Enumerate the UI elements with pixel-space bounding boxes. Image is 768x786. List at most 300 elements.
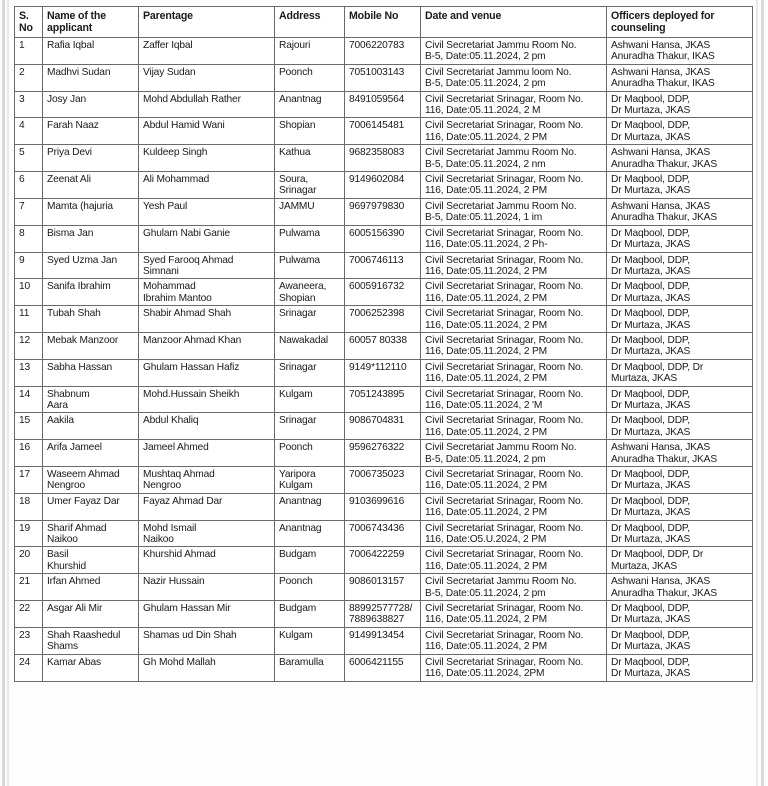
cell-parentage xyxy=(139,332,275,359)
cell-sno xyxy=(15,574,43,601)
column-header-parentage xyxy=(139,7,275,38)
cell-venue-line: 116, Date:05.11.2024, 2 PM xyxy=(425,265,548,277)
cell-parentage-line: Simnani xyxy=(143,265,179,277)
cell-venue-line: Civil Secretariat Jammu Room No. xyxy=(425,200,577,212)
cell-mobile xyxy=(345,279,421,306)
table-row xyxy=(15,64,753,91)
cell-mobile-line: 7006422259 xyxy=(349,549,405,561)
cell-venue xyxy=(421,574,607,601)
cell-parentage-line: Ghulam Hassan Hafiz xyxy=(143,361,240,373)
cell-address xyxy=(275,279,345,306)
cell-sno xyxy=(15,64,43,91)
cell-parentage-line: Nengroo xyxy=(143,480,182,492)
cell-officers xyxy=(607,547,753,574)
cell-address-line: Baramulla xyxy=(279,656,324,668)
cell-officers-line: Dr Maqbool, DDP, xyxy=(611,93,690,105)
cell-name xyxy=(43,332,139,359)
cell-name-line: Waseem Ahmad xyxy=(47,469,120,480)
cell-mobile-line: 7006220783 xyxy=(349,40,405,51)
cell-name xyxy=(43,198,139,225)
cell-address xyxy=(275,627,345,654)
cell-officers-line: Dr Maqbool, DDP, xyxy=(611,120,690,132)
cell-parentage xyxy=(139,574,275,601)
cell-sno xyxy=(15,386,43,413)
cell-venue-line: Civil Secretariat Srinagar, Room No. xyxy=(425,522,584,534)
cell-parentage xyxy=(139,172,275,199)
cell-venue-line: Civil Secretariat Srinagar, Room No. xyxy=(425,254,584,266)
cell-mobile-line: 6005156390 xyxy=(349,227,405,239)
scan-edge-left xyxy=(2,0,5,786)
cell-venue xyxy=(421,601,607,628)
cell-mobile-line: 6005916732 xyxy=(349,281,405,293)
cell-parentage-line: Gh Mohd Mallah xyxy=(143,656,216,668)
cell-venue xyxy=(421,279,607,306)
cell-name-line: Khurshid xyxy=(47,560,87,572)
cell-venue-line: Civil Secretariat Srinagar, Room No. xyxy=(425,308,584,320)
cell-name-line: Shams xyxy=(47,641,78,653)
cell-address-line: Rajouri xyxy=(279,40,311,51)
cell-officers-line: Dr Maqbool, DDP, xyxy=(611,308,690,320)
cell-venue-line: 116, Date:05.11.2024, 2 Ph- xyxy=(425,239,548,251)
cell-officers-line: Dr Maqbool, DDP, xyxy=(611,254,690,266)
cell-sno xyxy=(15,520,43,547)
cell-address-line: Shopian xyxy=(279,120,316,132)
cell-parentage xyxy=(139,627,275,654)
cell-venue xyxy=(421,198,607,225)
cell-officers-line: Anuradha Thakur, JKAS xyxy=(611,158,717,170)
cell-parentage-line: Syed Farooq Ahmad xyxy=(143,254,234,266)
cell-sno xyxy=(15,440,43,467)
cell-sno xyxy=(15,627,43,654)
cell-venue-line: 116, Date:05.11.2024, 2 PM xyxy=(425,480,548,492)
cell-venue xyxy=(421,440,607,467)
table-header-row xyxy=(15,7,753,38)
cell-sno-line: 24 xyxy=(19,656,31,668)
scan-edge-right-inner xyxy=(756,0,758,786)
cell-address-line: Kulgam xyxy=(279,480,313,492)
cell-mobile-line: 60057 80338 xyxy=(349,334,407,346)
cell-name-line: Aara xyxy=(47,399,68,411)
cell-venue-line: 116, Date:05.11.2024, 2 PM xyxy=(425,346,548,358)
cell-name xyxy=(43,64,139,91)
cell-address xyxy=(275,252,345,279)
cell-parentage-line: Shamas ud Din Shah xyxy=(143,629,237,641)
cell-name-line: Madhvi Sudan xyxy=(47,66,111,78)
cell-venue-line: Civil Secretariat Jammu Room No. xyxy=(425,147,577,159)
cell-sno-line: 17 xyxy=(19,469,31,480)
cell-name-line: Sharif Ahmad xyxy=(47,522,107,534)
column-header-sno xyxy=(15,7,43,38)
column-header-officers xyxy=(607,7,753,38)
cell-officers-line: Ashwani Hansa, JKAS xyxy=(611,147,711,159)
cell-officers xyxy=(607,520,753,547)
cell-mobile xyxy=(345,386,421,413)
table-row xyxy=(15,574,753,601)
cell-name xyxy=(43,118,139,145)
cell-name xyxy=(43,306,139,333)
table-row xyxy=(15,145,753,172)
cell-venue-line: Civil Secretariat Srinagar, Room No. xyxy=(425,174,584,186)
cell-sno xyxy=(15,145,43,172)
cell-venue-line: Civil Secretariat Jammu Room No. xyxy=(425,576,577,588)
cell-venue-line: Civil Secretariat Srinagar, Room No. xyxy=(425,93,584,105)
cell-officers xyxy=(607,172,753,199)
cell-venue xyxy=(421,172,607,199)
cell-venue-line: 116, Date:05.11.2024, 2 PM xyxy=(425,319,548,331)
header-line: Parentage xyxy=(143,10,193,22)
cell-officers xyxy=(607,38,753,65)
cell-name-line: Shabnum xyxy=(47,388,90,400)
table-body xyxy=(15,38,753,682)
cell-venue xyxy=(421,145,607,172)
cell-venue xyxy=(421,654,607,681)
cell-officers xyxy=(607,574,753,601)
cell-parentage xyxy=(139,547,275,574)
cell-address-line: Srinagar xyxy=(279,185,317,197)
cell-venue-line: Civil Secretariat Srinagar, Room No. xyxy=(425,495,584,507)
cell-officers-line: Dr Murtaza, JKAS xyxy=(611,105,691,117)
cell-venue-line: Civil Secretariat Srinagar, Room No. xyxy=(425,629,584,641)
table-row xyxy=(15,440,753,467)
cell-name xyxy=(43,172,139,199)
cell-name xyxy=(43,359,139,386)
cell-venue-line: B-5, Date:05.11.2024, 2 pm xyxy=(425,78,546,90)
cell-name xyxy=(43,547,139,574)
cell-officers-line: Dr Maqbool, DDP, xyxy=(611,415,690,427)
cell-sno-line: 10 xyxy=(19,281,31,293)
cell-venue-line: Civil Secretariat Jammu Room No. xyxy=(425,442,577,454)
cell-sno xyxy=(15,493,43,520)
cell-officers-line: Ashwani Hansa, JKAS xyxy=(611,576,711,588)
cell-officers xyxy=(607,386,753,413)
cell-address-line: Anantnag xyxy=(279,522,322,534)
cell-address-line: Anantnag xyxy=(279,93,322,105)
cell-parentage-line: Vijay Sudan xyxy=(143,66,196,78)
cell-mobile-line: 7889638827 xyxy=(349,614,405,626)
cell-mobile-line: 9697979830 xyxy=(349,200,405,212)
cell-parentage xyxy=(139,279,275,306)
cell-sno-line: 12 xyxy=(19,334,31,346)
cell-mobile xyxy=(345,252,421,279)
table-row xyxy=(15,467,753,494)
cell-mobile-line: 7006743436 xyxy=(349,522,405,534)
cell-officers-line: Dr Maqbool, DDP, Dr xyxy=(611,361,704,373)
cell-parentage xyxy=(139,467,275,494)
cell-name-line: Rafia Iqbal xyxy=(47,40,95,51)
cell-address xyxy=(275,145,345,172)
cell-venue-line: Civil Secretariat Srinagar, Room No. xyxy=(425,415,584,427)
scan-edge-right xyxy=(761,0,764,786)
cell-parentage-line: Zaffer Iqbal xyxy=(143,40,193,51)
cell-address-line: Pulwama xyxy=(279,254,320,266)
cell-address-line: Budgam xyxy=(279,603,317,615)
cell-venue-line: Civil Secretariat Srinagar, Room No. xyxy=(425,549,584,561)
table-row xyxy=(15,332,753,359)
cell-address-line: Poonch xyxy=(279,442,313,454)
cell-address xyxy=(275,225,345,252)
cell-address-line: Yaripora xyxy=(279,469,316,480)
cell-venue-line: Civil Secretariat Jammu Room No. xyxy=(425,40,577,51)
cell-mobile-line: 7006252398 xyxy=(349,308,405,320)
cell-parentage xyxy=(139,198,275,225)
cell-officers-line: Ashwani Hansa, JKAS xyxy=(611,442,711,454)
column-header-mobile xyxy=(345,7,421,38)
cell-address xyxy=(275,413,345,440)
cell-sno-line: 16 xyxy=(19,442,31,454)
cell-officers xyxy=(607,467,753,494)
cell-officers xyxy=(607,252,753,279)
cell-name-line: Farah Naaz xyxy=(47,120,99,132)
cell-name xyxy=(43,279,139,306)
cell-officers-line: Dr Murtaza, JKAS xyxy=(611,131,691,143)
cell-officers-line: Anuradha Thakur, IKAS xyxy=(611,51,715,63)
cell-sno xyxy=(15,547,43,574)
cell-name-line: Umer Fayaz Dar xyxy=(47,495,120,507)
cell-name-line: Aakila xyxy=(47,415,74,427)
cell-mobile xyxy=(345,359,421,386)
cell-venue xyxy=(421,118,607,145)
cell-sno xyxy=(15,279,43,306)
cell-venue-line: 116, Date:05.11.2024, 2 PM xyxy=(425,373,548,385)
cell-officers-line: Dr Maqbool, DDP, Dr xyxy=(611,549,704,561)
cell-mobile xyxy=(345,627,421,654)
cell-venue-line: B-5, Date:05.11.2024, 1 im xyxy=(425,212,543,224)
cell-parentage xyxy=(139,359,275,386)
cell-address-line: Anantnag xyxy=(279,495,322,507)
cell-sno-line: 13 xyxy=(19,361,31,373)
cell-mobile-line: 9596276322 xyxy=(349,442,405,454)
cell-officers-line: Dr Murtaza, JKAS xyxy=(611,426,691,438)
table-row xyxy=(15,627,753,654)
cell-address xyxy=(275,440,345,467)
cell-sno xyxy=(15,654,43,681)
cell-mobile-line: 6006421155 xyxy=(349,656,404,668)
cell-parentage xyxy=(139,306,275,333)
cell-parentage xyxy=(139,654,275,681)
cell-address xyxy=(275,118,345,145)
cell-name-line: Basil xyxy=(47,549,69,561)
cell-officers-line: Anuradha Thakur, IKAS xyxy=(611,78,715,90)
cell-mobile-line: 9682358083 xyxy=(349,147,405,159)
cell-address-line: Kulgam xyxy=(279,629,313,641)
cell-parentage xyxy=(139,440,275,467)
cell-venue-line: Civil Secretariat Srinagar, Room No. xyxy=(425,361,584,373)
cell-venue xyxy=(421,225,607,252)
cell-sno xyxy=(15,198,43,225)
header-line: Date and venue xyxy=(425,10,502,22)
cell-name xyxy=(43,91,139,118)
table-row xyxy=(15,654,753,681)
cell-address xyxy=(275,332,345,359)
cell-name-line: Nengroo xyxy=(47,480,86,492)
cell-name xyxy=(43,654,139,681)
scan-edge-left-inner xyxy=(7,0,9,786)
cell-officers-line: Dr Murtaza, JKAS xyxy=(611,292,691,304)
cell-sno-line: 2 xyxy=(19,66,25,78)
table-header xyxy=(15,7,753,38)
cell-mobile-line: 7006735023 xyxy=(349,469,405,480)
cell-mobile xyxy=(345,493,421,520)
cell-sno xyxy=(15,413,43,440)
cell-officers xyxy=(607,601,753,628)
cell-venue xyxy=(421,627,607,654)
cell-mobile-line: 9086013157 xyxy=(349,576,405,588)
cell-venue-line: B-5, Date:05.11.2024, 2 pm xyxy=(425,587,546,599)
cell-venue xyxy=(421,413,607,440)
column-header-venue xyxy=(421,7,607,38)
cell-venue-line: B-5, Date:05.11.2024, 2 nm xyxy=(425,158,546,170)
cell-officers-line: Murtaza, JKAS xyxy=(611,560,677,572)
cell-venue-line: B-5, Date:05.11.2024, 2 pm xyxy=(425,51,546,63)
cell-officers-line: Dr Murtaza, JKAS xyxy=(611,185,691,197)
cell-officers xyxy=(607,306,753,333)
cell-officers-line: Anuradha Thakur, JKAS xyxy=(611,587,717,599)
roster-table-container xyxy=(14,6,752,682)
cell-mobile-line: 9149602084 xyxy=(349,174,405,186)
cell-address xyxy=(275,467,345,494)
cell-officers-line: Dr Murtaza, JKAS xyxy=(611,507,691,519)
cell-venue-line: 116, Date:05.11.2024, 2 PM xyxy=(425,614,548,626)
header-line: Address xyxy=(279,10,321,22)
cell-sno-line: 11 xyxy=(19,308,30,320)
cell-parentage-line: Nazir Hussain xyxy=(143,576,205,588)
cell-parentage xyxy=(139,38,275,65)
cell-venue-line: B-5, Date:05.11.2024, 2 pm xyxy=(425,453,546,465)
cell-venue xyxy=(421,306,607,333)
cell-officers-line: Dr Maqbool, DDP, xyxy=(611,629,690,641)
counseling-roster-table xyxy=(14,6,753,682)
cell-venue xyxy=(421,252,607,279)
cell-sno xyxy=(15,225,43,252)
cell-name xyxy=(43,386,139,413)
cell-sno-line: 19 xyxy=(19,522,31,534)
cell-mobile xyxy=(345,440,421,467)
header-line: counseling xyxy=(611,22,666,34)
cell-venue xyxy=(421,520,607,547)
cell-venue-line: Civil Secretariat Srinagar, Room No. xyxy=(425,469,584,480)
cell-mobile-line: 88992577728/ xyxy=(349,603,413,615)
cell-officers-line: Dr Maqbool, DDP, xyxy=(611,656,690,668)
cell-venue-line: 116, Date:05.11.2024, 2 PM xyxy=(425,560,548,572)
cell-officers-line: Dr Maqbool, DDP, xyxy=(611,174,690,186)
cell-venue-line: Civil Secretariat Srinagar, Room No. xyxy=(425,388,584,400)
cell-officers xyxy=(607,654,753,681)
cell-name-line: Bisma Jan xyxy=(47,227,94,239)
cell-sno xyxy=(15,91,43,118)
cell-venue-line: 116, Date:05.11.2024, 2 PM xyxy=(425,507,548,519)
cell-address-line: Poonch xyxy=(279,66,313,78)
cell-name-line: Tubah Shah xyxy=(47,308,101,320)
cell-sno xyxy=(15,306,43,333)
cell-sno-line: 4 xyxy=(19,120,25,132)
cell-officers xyxy=(607,225,753,252)
table-row xyxy=(15,172,753,199)
cell-venue xyxy=(421,359,607,386)
cell-parentage-line: Fayaz Ahmad Dar xyxy=(143,495,223,507)
cell-address xyxy=(275,574,345,601)
cell-parentage-line: Jameel Ahmed xyxy=(143,442,209,454)
cell-parentage-line: Yesh Paul xyxy=(143,200,188,212)
cell-venue-line: Civil Secretariat Srinagar, Room No. xyxy=(425,281,584,293)
table-row xyxy=(15,225,753,252)
column-header-address xyxy=(275,7,345,38)
header-line: applicant xyxy=(47,22,93,34)
cell-parentage-line: Manzoor Ahmad Khan xyxy=(143,334,242,346)
cell-name xyxy=(43,145,139,172)
header-line: Name of the xyxy=(47,10,106,22)
cell-address-line: Nawakadal xyxy=(279,334,329,346)
cell-name xyxy=(43,520,139,547)
cell-parentage xyxy=(139,520,275,547)
header-line: S. xyxy=(19,10,29,22)
cell-parentage xyxy=(139,64,275,91)
cell-mobile xyxy=(345,38,421,65)
cell-officers xyxy=(607,413,753,440)
cell-parentage-line: Mohammad xyxy=(143,281,196,293)
cell-mobile xyxy=(345,547,421,574)
cell-parentage xyxy=(139,145,275,172)
cell-venue-line: Civil Secretariat Srinagar, Room No. xyxy=(425,334,584,346)
cell-mobile xyxy=(345,601,421,628)
cell-officers-line: Ashwani Hansa, JKAS xyxy=(611,66,711,78)
cell-venue-line: 116, Date:05.11.2024, 2 PM xyxy=(425,131,548,143)
cell-venue-line: Civil Secretariat Srinagar, Room No. xyxy=(425,656,584,668)
cell-parentage-line: Abdul Hamid Wani xyxy=(143,120,225,132)
cell-sno xyxy=(15,172,43,199)
cell-address-line: Awaneera, xyxy=(279,281,327,293)
cell-parentage-line: Mohd Abdullah Rather xyxy=(143,93,241,105)
cell-mobile-line: 9149*112110 xyxy=(349,361,407,373)
cell-address xyxy=(275,601,345,628)
cell-officers-line: Ashwani Hansa, JKAS xyxy=(611,40,711,51)
cell-mobile-line: 9086704831 xyxy=(349,415,405,427)
cell-parentage xyxy=(139,118,275,145)
cell-officers-line: Dr Maqbool, DDP, xyxy=(611,281,690,293)
cell-venue-line: 116, Date:05.11.2024, 2 PM xyxy=(425,641,548,653)
cell-name-line: Shah Raashedul xyxy=(47,629,121,641)
cell-name xyxy=(43,493,139,520)
cell-officers-line: Dr Maqbool, DDP, xyxy=(611,334,690,346)
cell-address xyxy=(275,547,345,574)
cell-sno-line: 14 xyxy=(19,388,31,400)
cell-officers xyxy=(607,440,753,467)
cell-mobile-line: 7006145481 xyxy=(349,120,405,132)
cell-venue xyxy=(421,547,607,574)
cell-address xyxy=(275,306,345,333)
table-row xyxy=(15,520,753,547)
cell-address xyxy=(275,38,345,65)
cell-sno xyxy=(15,252,43,279)
table-row xyxy=(15,38,753,65)
cell-venue-line: Civil Secretariat Srinagar, Room No. xyxy=(425,120,584,132)
cell-address-line: Shopian xyxy=(279,292,316,304)
cell-officers-line: Dr Maqbool, DDP, xyxy=(611,227,690,239)
cell-name xyxy=(43,38,139,65)
cell-parentage-line: Kuldeep Singh xyxy=(143,147,208,159)
cell-sno xyxy=(15,359,43,386)
cell-officers-line: Anuradha Thakur, JKAS xyxy=(611,453,717,465)
cell-sno-line: 21 xyxy=(19,576,31,588)
cell-address xyxy=(275,64,345,91)
cell-mobile xyxy=(345,574,421,601)
cell-parentage xyxy=(139,225,275,252)
cell-name-line: Mamta (hajuria xyxy=(47,200,113,212)
cell-parentage xyxy=(139,493,275,520)
cell-officers-line: Dr Murtaza, JKAS xyxy=(611,480,691,492)
cell-venue-line: Civil Secretariat Srinagar, Room No. xyxy=(425,227,584,239)
cell-parentage-line: Ali Mohammad xyxy=(143,174,210,186)
cell-venue-line: Civil Secretariat Srinagar, Room No. xyxy=(425,603,584,615)
